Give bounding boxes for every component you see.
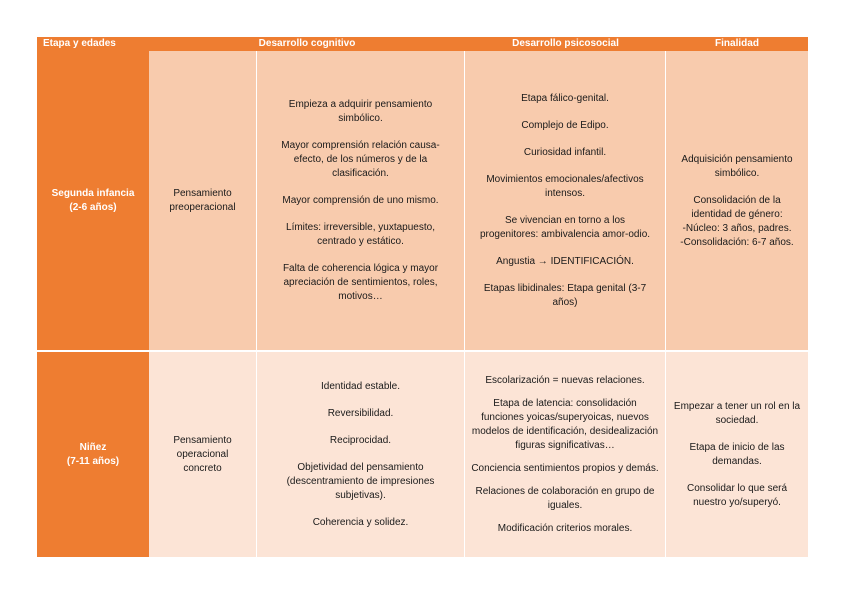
table-row-thought [149,51,257,351]
purpose-item: -Consolidación: 6-7 años. [680,236,794,248]
header-cognitive: Desarrollo cognitivo [149,37,465,51]
psychosocial-item: Modificación criterios morales. [497,522,633,534]
psychosocial-item: Movimientos emocionales/afectivos intensos. [486,174,644,199]
psychosocial-item: Escolarización = nuevas relaciones. [485,374,645,386]
table-row-psychosocial [465,352,666,557]
psychosocial-item: Curiosidad infantil. [523,147,607,158]
purpose-item: Empezar a tener un rol en la sociedad. [673,400,801,426]
psychosocial-item: Etapas libidinales: Etapa genital (3-7 años) [483,283,647,308]
cognitive-item: Objetividad del pensamiento (descentramiento de impresiones subjetivas). [286,461,435,501]
table-row-psychosocial [465,51,666,351]
table-row-cognitive [257,51,465,351]
table-row-thought [149,352,257,557]
psychosocial-item: Relaciones de colaboración en grupo de iguales. [475,485,655,511]
cognitive-item: Mayor comprensión relación causa-efecto, de los números y de la clasificación. [281,140,440,179]
cognitive-item: Reversibilidad. [327,407,394,419]
table-row-purpose [666,352,808,557]
thought-type: Pensamiento preoperacional [169,188,236,213]
table-row-purpose [666,51,808,351]
purpose-item: Etapa de inicio de las demandas. [689,441,785,467]
cognitive-item: Coherencia y solidez. [312,516,409,528]
thought-type: Pensamiento operacional concreto [173,434,232,474]
psychosocial-item: Complejo de Edipo. [521,120,609,131]
header-purpose: Finalidad [666,37,808,51]
header-stage: Etapa y edades [37,37,149,51]
cognitive-item: Mayor comprensión de uno mismo. [282,195,439,206]
stage-name: Niñez [79,441,107,453]
table-row-stage [37,51,149,351]
table-row-cognitive [257,352,465,557]
table-row-stage [37,352,149,557]
purpose-item: Adquisición pensamiento simbólico. [681,153,793,179]
psychosocial-item: Etapa fálico-genital. [521,93,609,104]
stage-name: Segunda infancia [51,188,135,199]
purpose-item: Consolidación de la identidad de género: [691,194,783,220]
cognitive-item: Reciprocidad. [329,434,392,446]
cognitive-item: Empieza a adquirir pensamiento simbólico. [288,99,433,124]
psychosocial-item: Conciencia sentimientos propios y demás. [471,462,659,474]
psychosocial-item: Se vivencian en torno a los progenitores: ambivalencia amor-odio. [479,215,651,240]
stage-ages: (2-6 años) [69,202,117,213]
cognitive-item: Identidad estable. [321,380,400,392]
purpose-item: -Núcleo: 3 años, padres. [682,222,792,234]
psychosocial-item: Etapa de latencia: consolidación funciones yoicas/superyoicas, nuevos modelos de identificación, desidealización figuras significativas… [471,397,659,451]
cognitive-item: Límites: irreversible, yuxtapuesto, centrado y estático. [286,222,435,247]
cognitive-item: Falta de coherencia lógica y mayor apreciación de sentimientos, roles, motivos… [282,263,439,302]
stage-ages: (7-11 años) [66,455,120,467]
header-psychosocial: Desarrollo psicosocial [465,37,666,51]
psychosocial-item: Angustia → IDENTIFICACIÓN. [496,256,634,267]
purpose-item: Consolidar lo que será nuestro yo/superyó. [686,482,788,508]
